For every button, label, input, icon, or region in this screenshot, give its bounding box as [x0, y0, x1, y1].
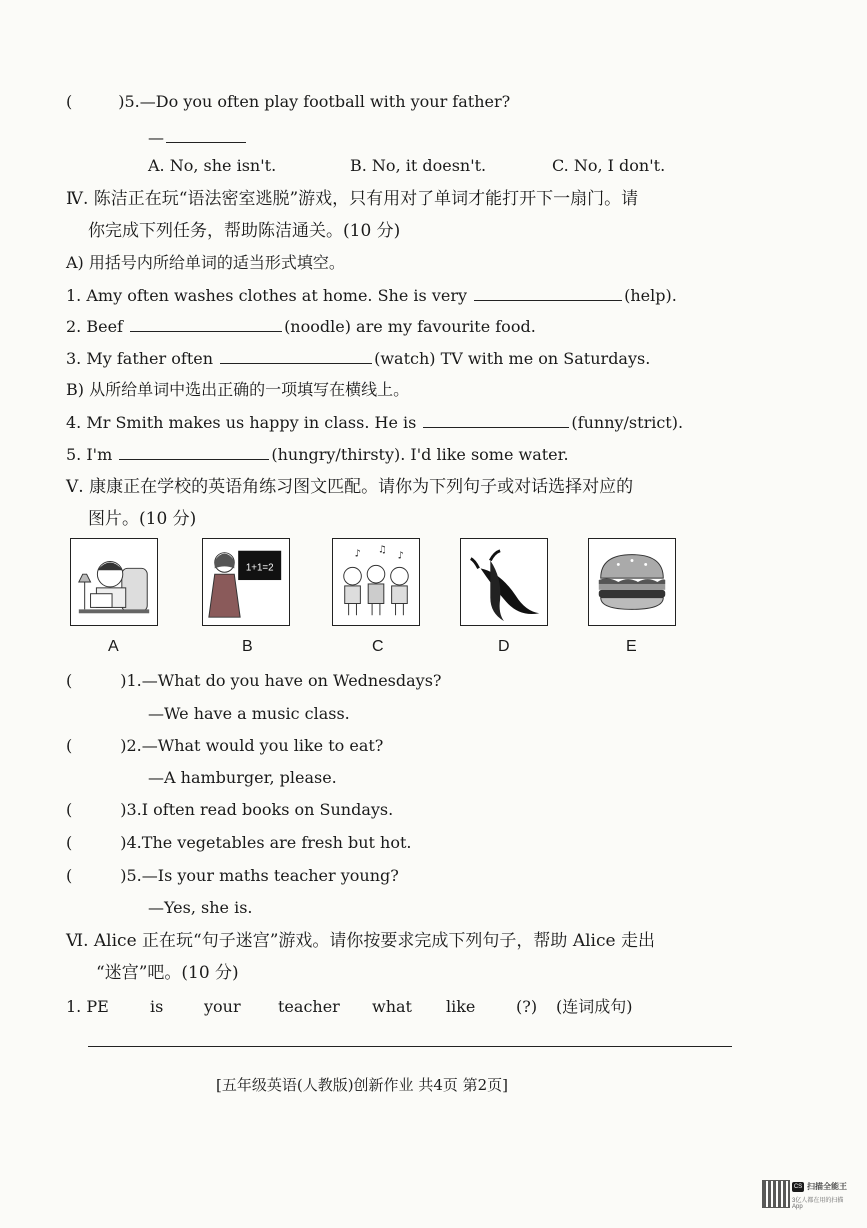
q4-text: 4. Mr Smith makes us happy in class. He is: [66, 413, 417, 432]
option-c: C. No, I don't.: [552, 156, 666, 175]
sec6-q1-word-3: your: [204, 997, 241, 1016]
sec4-q2: [66, 315, 536, 338]
sec5-title-line2: 图片。(10 分): [88, 509, 197, 529]
question-number: )3.: [120, 800, 142, 819]
sec5-q5-reply: —Yes, she is.: [148, 898, 253, 917]
answer-paren: (: [66, 671, 73, 690]
sec4-part-b: B) 从所给单词中选出正确的一项填写在横线上。: [66, 380, 410, 399]
sec4-title-line2: 你完成下列任务，帮助陈洁通关。(10 分): [88, 221, 401, 241]
sec5-q2-reply: —A hamburger, please.: [148, 768, 337, 787]
scanner-logo-icon: CS: [793, 1184, 803, 1190]
sec5-q5: [66, 865, 399, 887]
q5-text: 5. I'm: [66, 445, 113, 464]
scanner-app-subtitle: 3亿人都在用的扫描App: [792, 1198, 844, 1210]
sec5-q2: [66, 735, 383, 757]
answer-paren: (: [66, 736, 73, 755]
option-a: A. No, she isn't.: [148, 156, 277, 175]
q5-blank[interactable]: [119, 443, 269, 460]
sec6-q1-word-1: 1. PE: [66, 997, 109, 1016]
sec3-q5-answer-line: [148, 126, 248, 149]
hamburger-icon: [589, 539, 675, 625]
sec4-q1: [66, 284, 677, 307]
q3-blank[interactable]: [220, 347, 372, 364]
q2-text: 2. Beef: [66, 317, 123, 336]
sec6-title-line1: Ⅵ. Alice 正在玩“句子迷宫”游戏。请你按要求完成下列句子，帮助 Alice 走出: [66, 931, 655, 951]
teacher-blackboard-icon: [203, 539, 289, 625]
sec4-title-line1: Ⅳ. 陈洁正在玩“语法密室逃脱”游戏，只有用对了单词才能打开下一扇门。请: [66, 189, 639, 209]
question-number: )5.: [120, 866, 142, 885]
scanner-badge: [762, 1180, 852, 1210]
sec6-q1-word-4: teacher: [278, 997, 340, 1016]
q1-hint: (help).: [624, 286, 677, 305]
sec6-q1-word-2: is: [150, 997, 164, 1016]
picture-c: [332, 538, 420, 626]
question-text: —Do you often play football with your father?: [139, 92, 511, 111]
sec3-q5: [66, 91, 510, 113]
q4-blank[interactable]: [423, 411, 569, 428]
q5-hint: (hungry/thirsty). I'd like some water.: [271, 445, 569, 464]
sec4-q5: [66, 443, 569, 466]
sec4-q4: [66, 411, 683, 434]
picture-a: [70, 538, 158, 626]
picture-d: [460, 538, 548, 626]
question-text: —Is your maths teacher young?: [141, 866, 399, 885]
question-number: )1.: [120, 671, 142, 690]
answer-paren: (: [66, 92, 73, 111]
question-text: The vegetables are fresh but hot.: [141, 833, 412, 852]
picture-label-b: B: [242, 638, 253, 655]
sec6-q1-word-5: what: [372, 997, 412, 1016]
chili-pepper-icon: [461, 539, 547, 625]
picture-label-c: C: [372, 638, 384, 655]
sec5-title-line1: Ⅴ. 康康正在学校的英语角练习图文匹配。请你为下列句子或对话选择对应的: [66, 477, 634, 497]
sec6-q1-word-6: like: [446, 997, 476, 1016]
q2-blank[interactable]: [130, 315, 282, 332]
answer-line[interactable]: [88, 1046, 732, 1047]
board-text: 1+1=2: [245, 562, 274, 574]
answer-paren: (: [66, 866, 73, 885]
sec6-q1-instruction: (连词成句): [556, 997, 633, 1016]
scanner-app-name: 扫描全能王: [807, 1182, 847, 1191]
q2-hint: (noodle) are my favourite food.: [284, 317, 536, 336]
q1-text: 1. Amy often washes clothes at home. She is very: [66, 286, 468, 305]
qr-code-icon: [762, 1180, 790, 1208]
picture-e: [588, 538, 676, 626]
sec5-q1-reply: —We have a music class.: [148, 704, 350, 723]
picture-label-d: D: [498, 638, 510, 655]
sec6-q1-word-7: (?): [516, 997, 538, 1016]
sec4-part-a: A) 用括号内所给单词的适当形式填空。: [66, 253, 345, 272]
page-footer: [五年级英语(人教版)创新作业 共4页 第2页]: [216, 1076, 509, 1094]
boy-reading-icon: [71, 539, 157, 625]
picture-b: [202, 538, 290, 626]
picture-label-a: A: [108, 638, 119, 655]
children-singing-icon: [333, 539, 419, 625]
svg-text:♫: ♫: [377, 544, 387, 556]
q3-text: 3. My father often: [66, 349, 214, 368]
answer-paren: (: [66, 833, 73, 852]
question-text: I often read books on Sundays.: [141, 800, 394, 819]
sec5-q1: [66, 670, 442, 692]
svg-text:♪: ♪: [397, 550, 404, 562]
option-b: B. No, it doesn't.: [350, 156, 487, 175]
sec6-title-line2: “迷宫”吧。(10 分): [96, 963, 239, 983]
dash: —: [148, 128, 164, 147]
svg-text:♪: ♪: [354, 548, 361, 560]
sec5-q3: [66, 799, 393, 821]
answer-paren: (: [66, 800, 73, 819]
question-text: —What do you have on Wednesdays?: [141, 671, 442, 690]
picture-label-e: E: [626, 638, 637, 655]
question-number: )2.: [120, 736, 142, 755]
q1-blank[interactable]: [474, 284, 622, 301]
question-number: )5.: [118, 92, 140, 111]
sec4-q3: [66, 347, 650, 370]
sec5-q4: [66, 832, 412, 854]
q4-hint: (funny/strict).: [571, 413, 684, 432]
answer-blank[interactable]: [166, 126, 246, 143]
question-number: )4.: [120, 833, 142, 852]
question-text: —What would you like to eat?: [141, 736, 384, 755]
q3-hint: (watch) TV with me on Saturdays.: [374, 349, 651, 368]
